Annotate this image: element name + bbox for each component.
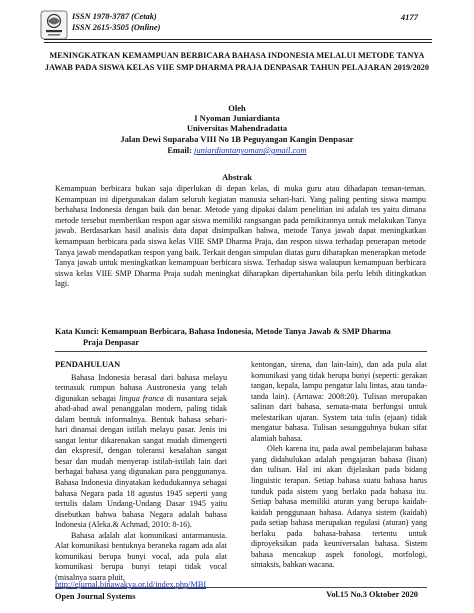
- journal-url-link[interactable]: http://ejurnal.binawakya.or.id/index.php/MBI: [55, 580, 207, 589]
- body-paragraph: Oleh karena itu, pada awal pembelajaran bahasa yang didahulukan adalah pengajaran bahasa (lisan) dan tulisan. Hal ini akan dijelaskan pada bidang linguistic terapan. Setiap bahasa suatu bahasa harus tunduk pada sistem yang berlaku pada bahasa itu. Setiap bahasa memiliki aturan yang berupa kaidah-kaidah penggunaan bahasa. Adanya sistem (kaidah) pada setiap bahasa merupakan regulasi (aturan) yang berlaku pada bahasa-bahasa tertentu untuk diproyeksikan pada keuniversalan bahasa. Sistem bahasa mencakup aspek fonologi, morfologi, sintaksis, bahkan wacana.: [251, 444, 427, 570]
- address: Jalan Dewi Suparaba VIII No 1B Peguyangan Kangin Denpasar: [120, 134, 354, 144]
- paragraph-text: di nusantara sejak abad-abad awal penanggalan modern, paling tidak dalam bentuk informalnya. Bentuk bahasa sehari-hari dinamai dengan istilah melayu pasar. Jenis ini sangat lentur dikarenakan sangat mudah dimengerti dan ekspresif, dengan toleransi kesalahan sangat besar dan mudah menyerap istilah-istilah lain dari berbagai bahasa yang digunakan para penggunanya. Bahasa Indonesia dinyatakan kedudukannya sebagai bahasa Negara pada 18 agustus 1945 seperti yang tertulis dalam Undang-Undang Dasar 1945 yaitu disebutkan bahwa bahasa Negara adalah bahasa Indonesia (Aleka.& Achmad, 2010: 8-16).: [55, 393, 227, 530]
- issn-print: ISSN 1978-3787 (Cetak): [72, 12, 157, 21]
- section-divider: [55, 351, 427, 352]
- abstract-text: Kemampuan berbicara bukan saja diperlukan di depan kelas, di muka guru atau dihadapan teman-teman. Kemampuan ini dipergunakan dalam seluruh kegiatan manusia sehari-hari. Yang paling penting siswa mampu berbahasa Indonesia dengan baik dan benar. Metode yang dipakai dalam penelitian ini adalah tes yaitu dimana metode tersebut memberikan respon agar siswa memiliki rangsangan pada pemikirannya untuk melakukan Tanya jawab. Berdasarkan hasil analisis data dapat disimpulkan bahwa, metode Tanya jawab dapat meningkatkan kemampuan berbicara pada siswa kelas VIIE SMP Dharma Praja, dan respon siswa terhadap penerapan metode Tanya jawab mendapatkan respon yang baik. Terkait dengan simpulan diatas guru diharapkan menerapkan metode Tanya jawab untuk meningkatkan kemampuan berbicara siswa. Terhadap siswa walaupun kemampuan berbicara siswa kelas VIIE SMP Dharma Praja sudah meningkat diharapkan dipertahankan bila perlu lebih ditingkatkan lagi.: [55, 184, 426, 289]
- section-heading: PENDAHULUAN: [55, 360, 121, 369]
- affiliation: Universitas Mahendradatta: [186, 123, 288, 133]
- author-name: I Nyoman Juniardianta: [194, 113, 280, 123]
- email-label: Email:: [167, 145, 192, 155]
- volume-label: Vol.15 No.3 Oktober 2020: [326, 590, 418, 599]
- article-title: MENINGKATKAN KEMAMPUAN BERBICARA BAHASA INDONESIA MELALUI METODE TANYA JAWAB PADA SISWA KELAS VIIE SMP DHARMA PRAJA DENPASAR TAHUN PELAJARAN 2019/2020: [44, 51, 430, 72]
- issn-online: ISSN 2615-3505 (Online): [72, 23, 161, 32]
- body-column-left: [55, 360, 227, 583]
- body-column-right: [251, 360, 427, 571]
- body-paragraph: Bahasa adalah alat komunikasi antarmanusia. Alat komunikasi bentuknya beraneka ragam ada alat komunikasi berupa bunyi vocal, ada pula alat komunikasi berupa bunyi tetapi tidak vocal (misalnya suara pluit,: [55, 530, 227, 582]
- paragraph-text: Bahasa Indonesia berasal dari bahasa melayu termasuk rumpun bahasa Austronesia yang telah digunakan sebagai: [55, 372, 227, 403]
- footer-rule: [55, 587, 427, 588]
- by-label: Oleh: [228, 103, 246, 113]
- italic-term: lingua franca: [119, 393, 164, 403]
- keywords-label: Kata Kunci:: [55, 327, 100, 336]
- body-paragraph: [55, 373, 227, 531]
- journal-logo-icon: [40, 10, 68, 40]
- email-link[interactable]: juniardiantanyoman@gmail.com: [194, 145, 307, 155]
- keywords-line-2: Praja Denpasar: [83, 338, 139, 347]
- header-rule: [44, 39, 432, 40]
- email-line: [40, 145, 434, 155]
- keywords-line-1: Kemampuan Berbicara, Bahasa Indonesia, Metode Tanya Jawab & SMP Dharma: [101, 327, 391, 336]
- keywords: [55, 326, 427, 348]
- abstract-heading: Abstrak: [221, 172, 253, 182]
- body-paragraph: kentongan, sirena, dan lain-lain), dan ada pula alat komunikasi yang tidak berupa bunyi (seperti: gerakan tangan, kepala, lampu pengatur lalu lintas, atau tanda-tanda lain). (Arnawa: 2008:20). Tulisan merupakan salinan dari bahasa, semata-mata berfungsi untuk melestarikan ujaran. System tata tulis (ejaan) tidak mengatur bahasa. Tulisan sesungguhnya bukan sifat alamiah bahasa.: [251, 360, 427, 443]
- header-rule-thin: [44, 42, 432, 43]
- publisher-label: Open Journal Systems: [55, 592, 136, 601]
- page-number: 4177: [400, 12, 418, 22]
